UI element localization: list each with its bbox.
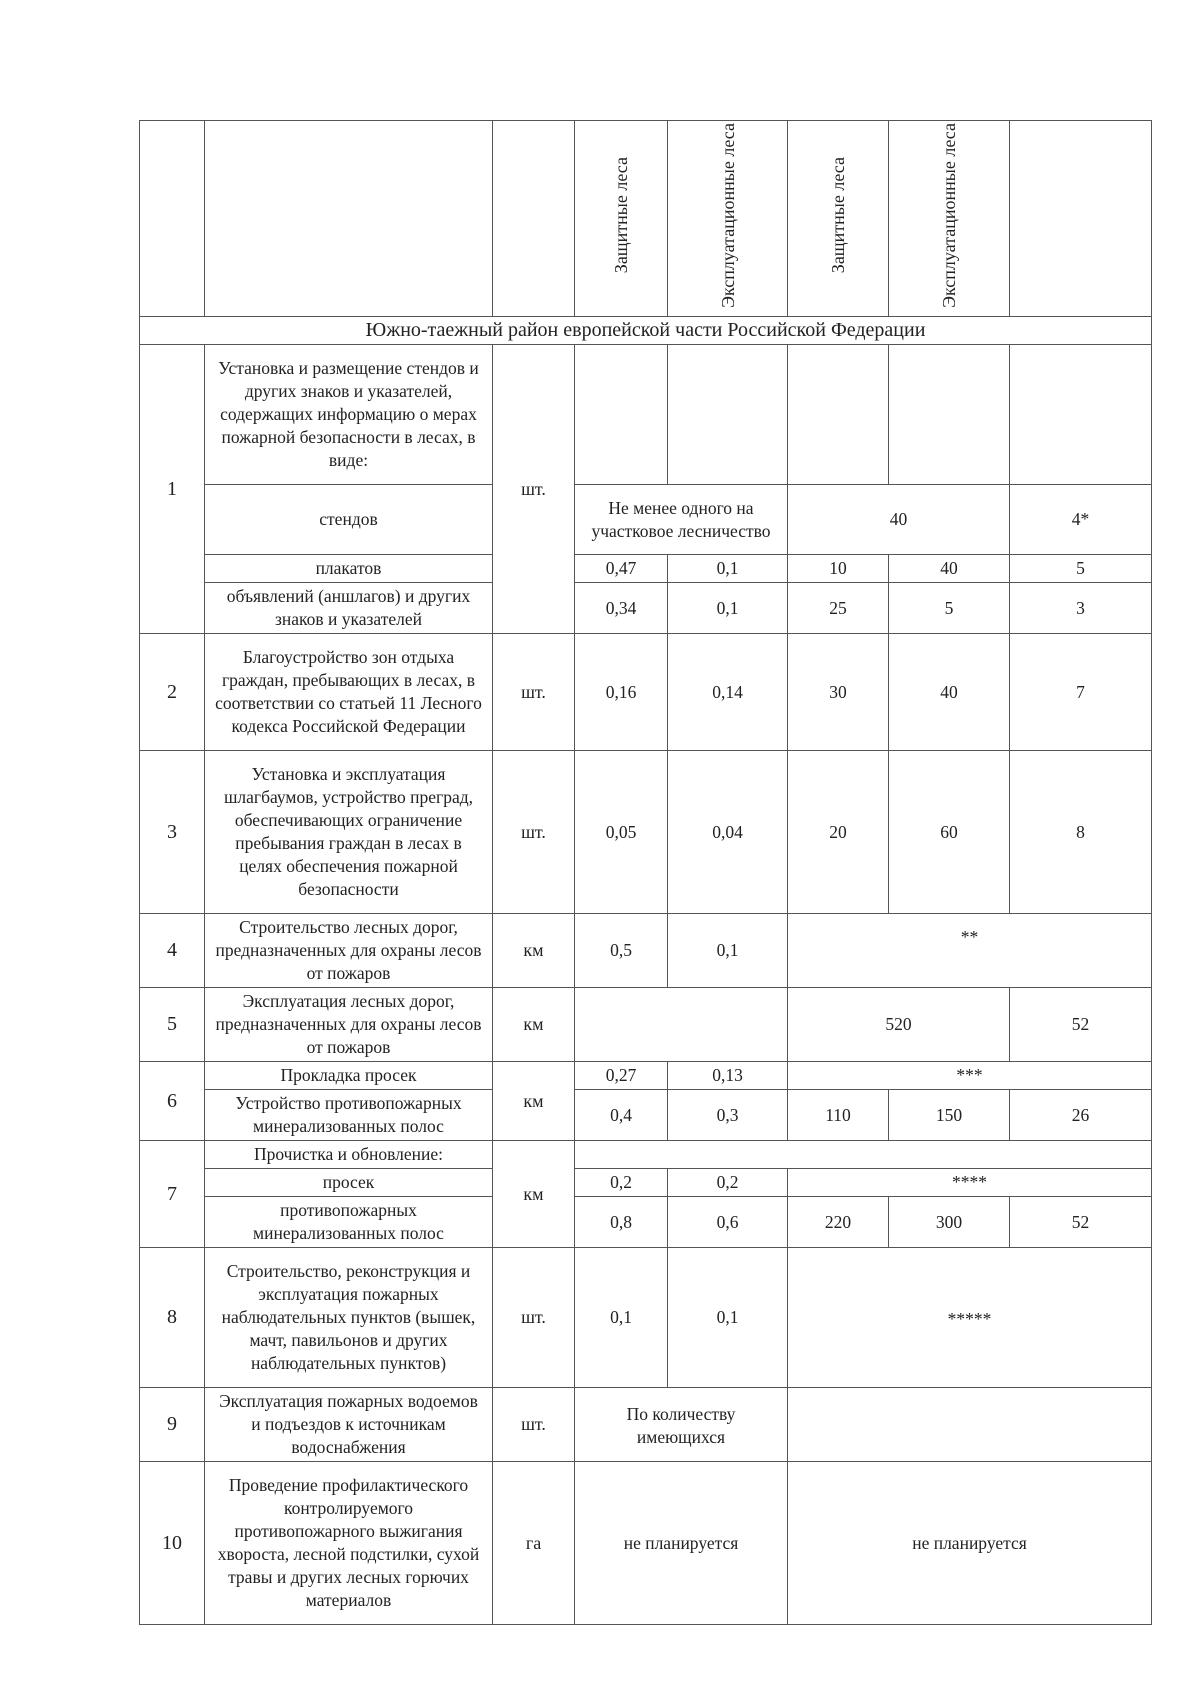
empty-cell bbox=[788, 1388, 1152, 1462]
value-cell: 0,4 bbox=[575, 1090, 668, 1141]
value-cell: 0,04 bbox=[668, 751, 788, 914]
norm-cell: не планируется bbox=[575, 1462, 788, 1625]
value-cell: 0,14 bbox=[668, 634, 788, 751]
value-cell: 0,47 bbox=[575, 555, 668, 583]
value-cell: 60 bbox=[889, 751, 1010, 914]
table-row bbox=[140, 583, 1152, 634]
empty-cell bbox=[575, 1141, 1152, 1169]
header-protective-forests-1: Защитные леса bbox=[575, 121, 668, 317]
last-cell: 52 bbox=[1010, 988, 1152, 1062]
row-name: Установка и размещение стендов и других знаков и указателей, содержащих информацию о мерах пожарной безопасности в лесах, в виде: bbox=[205, 345, 493, 485]
row-name: Строительство лесных дорог, предназначенных для охраны лесов от пожаров bbox=[205, 914, 493, 988]
footnote-mark: ***** bbox=[788, 1248, 1152, 1388]
header-unit-cell bbox=[493, 121, 575, 317]
row-number: 3 bbox=[140, 751, 205, 914]
value-cell: 0,1 bbox=[668, 583, 788, 634]
norm-cell: Не менее одного на участковое лесничество bbox=[575, 485, 788, 555]
value-cell: 30 bbox=[788, 634, 889, 751]
volume-cell: не планируется bbox=[788, 1462, 1152, 1625]
value-cell: 0,1 bbox=[668, 1248, 788, 1388]
volume-cell: 520 bbox=[788, 988, 1010, 1062]
table-row bbox=[140, 345, 1152, 485]
value-cell: 0,3 bbox=[668, 1090, 788, 1141]
row-unit: км bbox=[493, 1062, 575, 1141]
row-unit: км bbox=[493, 914, 575, 988]
row-number: 7 bbox=[140, 1141, 205, 1248]
value-cell: 52 bbox=[1010, 1197, 1152, 1248]
header-name-cell bbox=[205, 121, 493, 317]
row-name: Строительство, реконструкция и эксплуатация пожарных наблюдательных пунктов (вышек, мачт, павильонов и других наблюдательных пунктов) bbox=[205, 1248, 493, 1388]
row-subname: объявлений (аншлагов) и других знаков и указателей bbox=[205, 583, 493, 634]
row-unit: шт. bbox=[493, 634, 575, 751]
value-cell: 150 bbox=[889, 1090, 1010, 1141]
empty-cell bbox=[575, 988, 788, 1062]
value-cell: 5 bbox=[889, 583, 1010, 634]
value-cell: 25 bbox=[788, 583, 889, 634]
value-cell: 0,2 bbox=[668, 1169, 788, 1197]
value-cell: 0,27 bbox=[575, 1062, 668, 1090]
table-row bbox=[140, 1169, 1152, 1197]
table-row bbox=[140, 1388, 1152, 1462]
value-cell: 220 bbox=[788, 1197, 889, 1248]
header-exploitation-forests-1: Эксплуатационные леса bbox=[668, 121, 788, 317]
table-row bbox=[140, 1248, 1152, 1388]
table-row bbox=[140, 1090, 1152, 1141]
footnote-mark: *** bbox=[788, 1062, 1152, 1090]
value-cell: 0,1 bbox=[668, 914, 788, 988]
empty-cell bbox=[889, 345, 1010, 485]
header-protective-forests-2: Защитные леса bbox=[788, 121, 889, 317]
table-row bbox=[140, 485, 1152, 555]
value-cell: 8 bbox=[1010, 751, 1152, 914]
footnote-mark: **** bbox=[788, 1169, 1152, 1197]
value-cell: 0,2 bbox=[575, 1169, 668, 1197]
volume-cell: 40 bbox=[788, 485, 1010, 555]
empty-cell bbox=[575, 345, 668, 485]
norm-cell: По количеству имеющихся bbox=[575, 1388, 788, 1462]
table-row bbox=[140, 914, 1152, 988]
value-cell: 300 bbox=[889, 1197, 1010, 1248]
region-row bbox=[140, 317, 1152, 345]
value-cell: 0,8 bbox=[575, 1197, 668, 1248]
footnote-mark: ** bbox=[788, 914, 1152, 988]
value-cell: 10 bbox=[788, 555, 889, 583]
row-number: 9 bbox=[140, 1388, 205, 1462]
table-row bbox=[140, 1462, 1152, 1625]
table-row bbox=[140, 988, 1152, 1062]
value-cell: 0,05 bbox=[575, 751, 668, 914]
row-number: 2 bbox=[140, 634, 205, 751]
value-cell: 0,5 bbox=[575, 914, 668, 988]
empty-cell bbox=[668, 345, 788, 485]
value-cell: 26 bbox=[1010, 1090, 1152, 1141]
empty-cell bbox=[1010, 345, 1152, 485]
row-number: 1 bbox=[140, 345, 205, 634]
row-unit: га bbox=[493, 1462, 575, 1625]
value-cell: 40 bbox=[889, 555, 1010, 583]
row-name: Установка и эксплуатация шлагбаумов, устройство преград, обеспечивающих ограничение пребывания граждан в лесах в целях обеспечения пожарной безопасности bbox=[205, 751, 493, 914]
header-row bbox=[140, 121, 1152, 317]
value-cell: 5 bbox=[1010, 555, 1152, 583]
value-cell: 7 bbox=[1010, 634, 1152, 751]
header-exploitation-forests-2: Эксплуатационные леса bbox=[889, 121, 1010, 317]
row-unit: шт. bbox=[493, 751, 575, 914]
value-cell: 0,16 bbox=[575, 634, 668, 751]
row-subname: противопожарных минерализованных полос bbox=[205, 1197, 493, 1248]
row-name: Прочистка и обновление: bbox=[205, 1141, 493, 1169]
row-name: Благоустройство зон отдыха граждан, пребывающих в лесах, в соответствии со статьей 11 Лесного кодекса Российской Федерации bbox=[205, 634, 493, 751]
region-title: Южно-таежный район европейской части Российской Федерации bbox=[140, 317, 1152, 345]
row-unit: шт. bbox=[493, 1248, 575, 1388]
row-number: 6 bbox=[140, 1062, 205, 1141]
row-name: Эксплуатация пожарных водоемов и подъездов к источникам водоснабжения bbox=[205, 1388, 493, 1462]
fire-safety-table bbox=[139, 120, 1152, 1625]
row-number: 8 bbox=[140, 1248, 205, 1388]
row-number: 10 bbox=[140, 1462, 205, 1625]
value-cell: 0,6 bbox=[668, 1197, 788, 1248]
row-unit: шт. bbox=[493, 345, 575, 634]
table-row bbox=[140, 1197, 1152, 1248]
empty-cell bbox=[788, 345, 889, 485]
value-cell: 0,1 bbox=[668, 555, 788, 583]
header-num-cell bbox=[140, 121, 205, 317]
row-unit: км bbox=[493, 1141, 575, 1248]
value-cell: 0,1 bbox=[575, 1248, 668, 1388]
row-name: Проведение профилактического контролируемого противопожарного выжигания хвороста, лесной подстилки, сухой травы и других лесных горючих материалов bbox=[205, 1462, 493, 1625]
table-row bbox=[140, 555, 1152, 583]
row-name: Прокладка просек bbox=[205, 1062, 493, 1090]
row-subname: плакатов bbox=[205, 555, 493, 583]
row-subname: просек bbox=[205, 1169, 493, 1197]
row-unit: км bbox=[493, 988, 575, 1062]
value-cell: 0,13 bbox=[668, 1062, 788, 1090]
value-cell: 20 bbox=[788, 751, 889, 914]
row-number: 5 bbox=[140, 988, 205, 1062]
value-cell: 3 bbox=[1010, 583, 1152, 634]
row-unit: шт. bbox=[493, 1388, 575, 1462]
table-row bbox=[140, 751, 1152, 914]
row-subname: Устройство противопожарных минерализованных полос bbox=[205, 1090, 493, 1141]
table-row bbox=[140, 1141, 1152, 1169]
row-subname: стендов bbox=[205, 485, 493, 555]
value-cell: 0,34 bbox=[575, 583, 668, 634]
table-row bbox=[140, 634, 1152, 751]
row-number: 4 bbox=[140, 914, 205, 988]
last-cell: 4* bbox=[1010, 485, 1152, 555]
value-cell: 110 bbox=[788, 1090, 889, 1141]
row-name: Эксплуатация лесных дорог, предназначенных для охраны лесов от пожаров bbox=[205, 988, 493, 1062]
header-last-cell bbox=[1010, 121, 1152, 317]
table-row bbox=[140, 1062, 1152, 1090]
value-cell: 40 bbox=[889, 634, 1010, 751]
